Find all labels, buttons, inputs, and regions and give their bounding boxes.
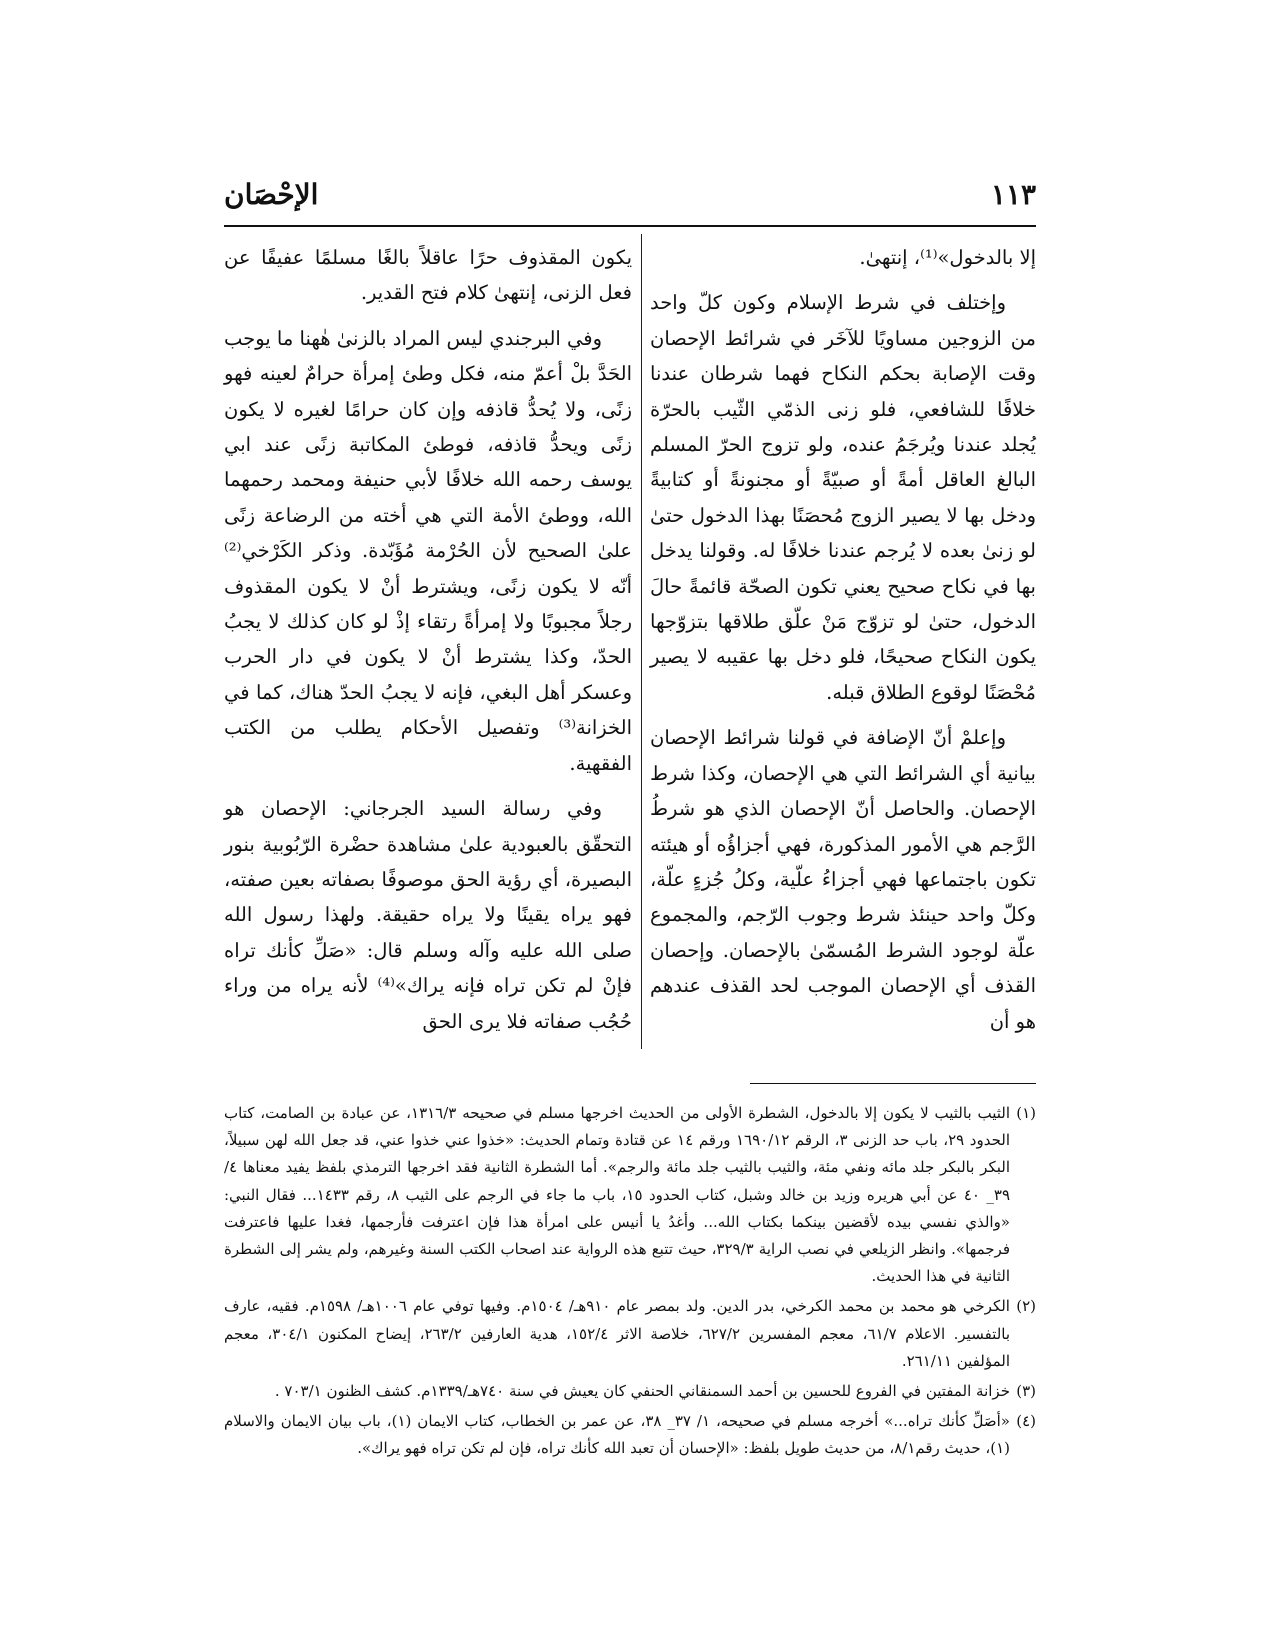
- right-column: [650, 240, 1036, 1049]
- header-rule: [224, 225, 1036, 227]
- paragraph: وفي البرجندي ليس المراد بالزنىٰ هٰهنا ما يوجب الحَدَّ بلْ أعمّ منه، فكل وطئ إمرأة حرامٌ لعينه فهو زنًى، ولا يُحدُّ قاذفه وإن كان حرامًا لغيره لا يكون زنًى ويحدُّ قاذفه، فوطئ المكاتبة زنًى عند ابي يوسف رحمه الله خلافًا لأبي حنيفة ومحمد رحمهما الله، ووطئ الأمة التي هي أخته من الرضاعة زنًى علىٰ الصحيح لأن الحُرْمة مُؤَبّدة. وذكر الكَرْخي⁽²⁾ أنّه لا يكون زنًى، ويشترط أنْ لا يكون المقذوف رجلاً مجبوبًا ولا إمرأةً رتقاء إذْ لو كان كذلك لا يجبُ الحدّ، وكذا يشترط أنْ لا يكون في دار الحرب وعسكر أهل البغي، فإنه لا يجبُ الحدّ هناك، كما في الخزانة⁽³⁾ وتفصيل الأحكام يطلب من الكتب الفقهية.: [224, 326, 632, 775]
- footnote-text: الكرخي هو محمد بن محمد الكرخي، بدر الدين. ولد بمصر عام ٩١٠هـ/ ١٥٠٤م. وفيها توفي عام ١٠٠٦هـ/ ١٥٩٨م. فقيه، عارف بالتفسير. الاعلام ٦١/٧، معجم المفسرين ٦٢٧/٢، خلاصة الاثر ١٥٢/٤، هدية العارفين ٢٦٣/٢، إيضاح المكنون ٣٠٤/١، معجم المؤلفين ٢٦١/١١.: [224, 1297, 1011, 1370]
- footnote-text: الثيب بالثيب لا يكون إلا بالدخول، الشطرة الأولى من الحديث اخرجها مسلم في صحيحه ١٣١٦/٣، عن عبادة بن الصامت، كتاب الحدود ٢٩، باب حد الزنى ٣، الرقم ١٦٩٠/١٢ ورقم ١٤ عن قتادة وتمام الحديث: «خذوا عني خذوا عني، قد جعل الله لهن سبيلاً، البكر بالبكر جلد مائه ونفي مئة، والثيب بالثيب جلد مائة والرجم». أما الشطرة الثانية فقد اخرجها الترمذي بلفظ يفيد معناها ٤/ ٣٩_ ٤٠ عن أبي هريره وزيد بن خالد وشبل، كتاب الحدود ١٥، باب ما جاء في الرجم على الثيب ٨، رقم ١٤٣٣... فقال النبي: «والذي نفسي بيده لأقضين بينكما بكتاب الله... وأغدُ يا أنيس على امرأة هذا فإن اعترفت فأرجمها، فغدا عليها فاعترفت فرجمها». وانظر الزيلعي في نصب الراية ٣٢٩/٣، حيث تتبع هذه الرواية عند اصحاب الكتب السنة وغيرهم، ولم يشر إلى الشطرة الثانية في هذا الحديث.: [224, 1104, 1011, 1286]
- page-header: [224, 178, 1036, 218]
- footnote-number: (٢): [1016, 1297, 1036, 1316]
- paragraph: يكون المقذوف حرًا عاقلاً بالغًا مسلمًا عفيفًا عن فعل الزنى، إنتهىٰ كلام فتح القدير.: [224, 246, 632, 305]
- footnote: [224, 1100, 1036, 1290]
- footnotes: [224, 1100, 1036, 1466]
- footnote-number: (٣): [1016, 1382, 1036, 1401]
- footnote-text: «أصَلِّ كأنك تراه...» أخرجه مسلم في صحيحه، ١/ ٣٧_ ٣٨، عن عمر بن الخطاب، كتاب الايمان (١)، باب بيان الايمان والاسلام (١)، حديث رقم٨/١، من حديث طويل بلفظ: «الإحسان أن تعبد الله كأنك تراه، فإن لم تكن تراه فهو يراك».: [224, 1412, 1010, 1458]
- paragraph: إلا بالدخول»⁽¹⁾، إنتهىٰ.: [859, 246, 1036, 269]
- page-number: ١١٣: [990, 178, 1036, 211]
- footnote-text: خزانة المفتين في الفروع للحسين بن أحمد السمنقاني الحنفي كان يعيش في سنة ٧٤٠هـ/١٣٣٩م. كشف الظنون ٧٠٣/١ .: [274, 1382, 1010, 1401]
- footnote-number: (١): [1016, 1104, 1036, 1122]
- paragraph: وإختلف في شرط الإسلام وكون كلّ واحد من الزوجين مساويًا للآخَر في شرائط الإحصان وقت الإصابة بحكم النكاح فهما شرطان عندنا خلافًا للشافعي، فلو زنى الذمّي الثّيب بالحرّة يُجلد عندنا ويُرجَمُ عنده، ولو تزوج الحرّ المسلم البالغ العاقل أمةً أو صبيّةً أو مجنونةً أو كتابيةً ودخل بها لا يصير الزوج مُحصَنًا بهذا الدخول حتىٰ لو زنىٰ بعده لا يُرجم عندنا خلافًا له. وقولنا يدخل بها في نكاح صحيح يعني تكون الصحّة قائمةً حالَ الدخول، حتىٰ لو تزوّج مَنْ علّق طلاقها بتزوّجها يكون النكاح صحيحًا، فلو دخل بها عقيبه لا يصير مُحْصَنًا لوقوع الطلاق قبله.: [650, 291, 1036, 704]
- running-title: الإحْصَان: [224, 178, 319, 211]
- left-column: [224, 240, 632, 1049]
- footnote: [224, 1293, 1036, 1375]
- paragraph: وإعلمْ أنّ الإضافة في قولنا شرائط الإحصان بيانية أي الشرائط التي هي الإحصان، وكذا شرط الإحصان. والحاصل أنّ الإحصان الذي هو شرطُ الرَّجم هي الأمور المذكورة، فهي أجزاؤُه أو هيئته تكون باجتماعها فهي أجزاءُ علّية، وكلُ جُزءٍ علّة، وكلّ واحد حينئذ شرط وجوب الرّجم، والمجموع علّة لوجود الشرط المُسمّىٰ بالإحصان. وإحصان القذف أي الإحصان الموجب لحد القذف عندهم هو أن: [650, 726, 1036, 1033]
- column-divider: [641, 234, 642, 1049]
- footnote: [224, 1408, 1036, 1462]
- paragraph: وفي رسالة السيد الجرجاني: الإحصان هو التحقّق بالعبودية علىٰ مشاهدة حضْرة الرّبُوبية بنور البصيرة، أي رؤية الحق موصوفًا بصفاته بعين صفته، فهو يراه يقينًا ولا يراه حقيقة. ولهذا رسول الله صلى الله عليه وآله وسلم قال: «صَلِّ كأنك تراه فإنْ لم تكن تراه فإنه يراك»⁽⁴⁾ لأنه يراه من وراء حُجُب صفاته فلا يرى الحق: [224, 797, 632, 1033]
- footnote-rule: [750, 1083, 1036, 1084]
- footnote-number: (٤): [1016, 1412, 1036, 1431]
- footnote: [224, 1378, 1036, 1405]
